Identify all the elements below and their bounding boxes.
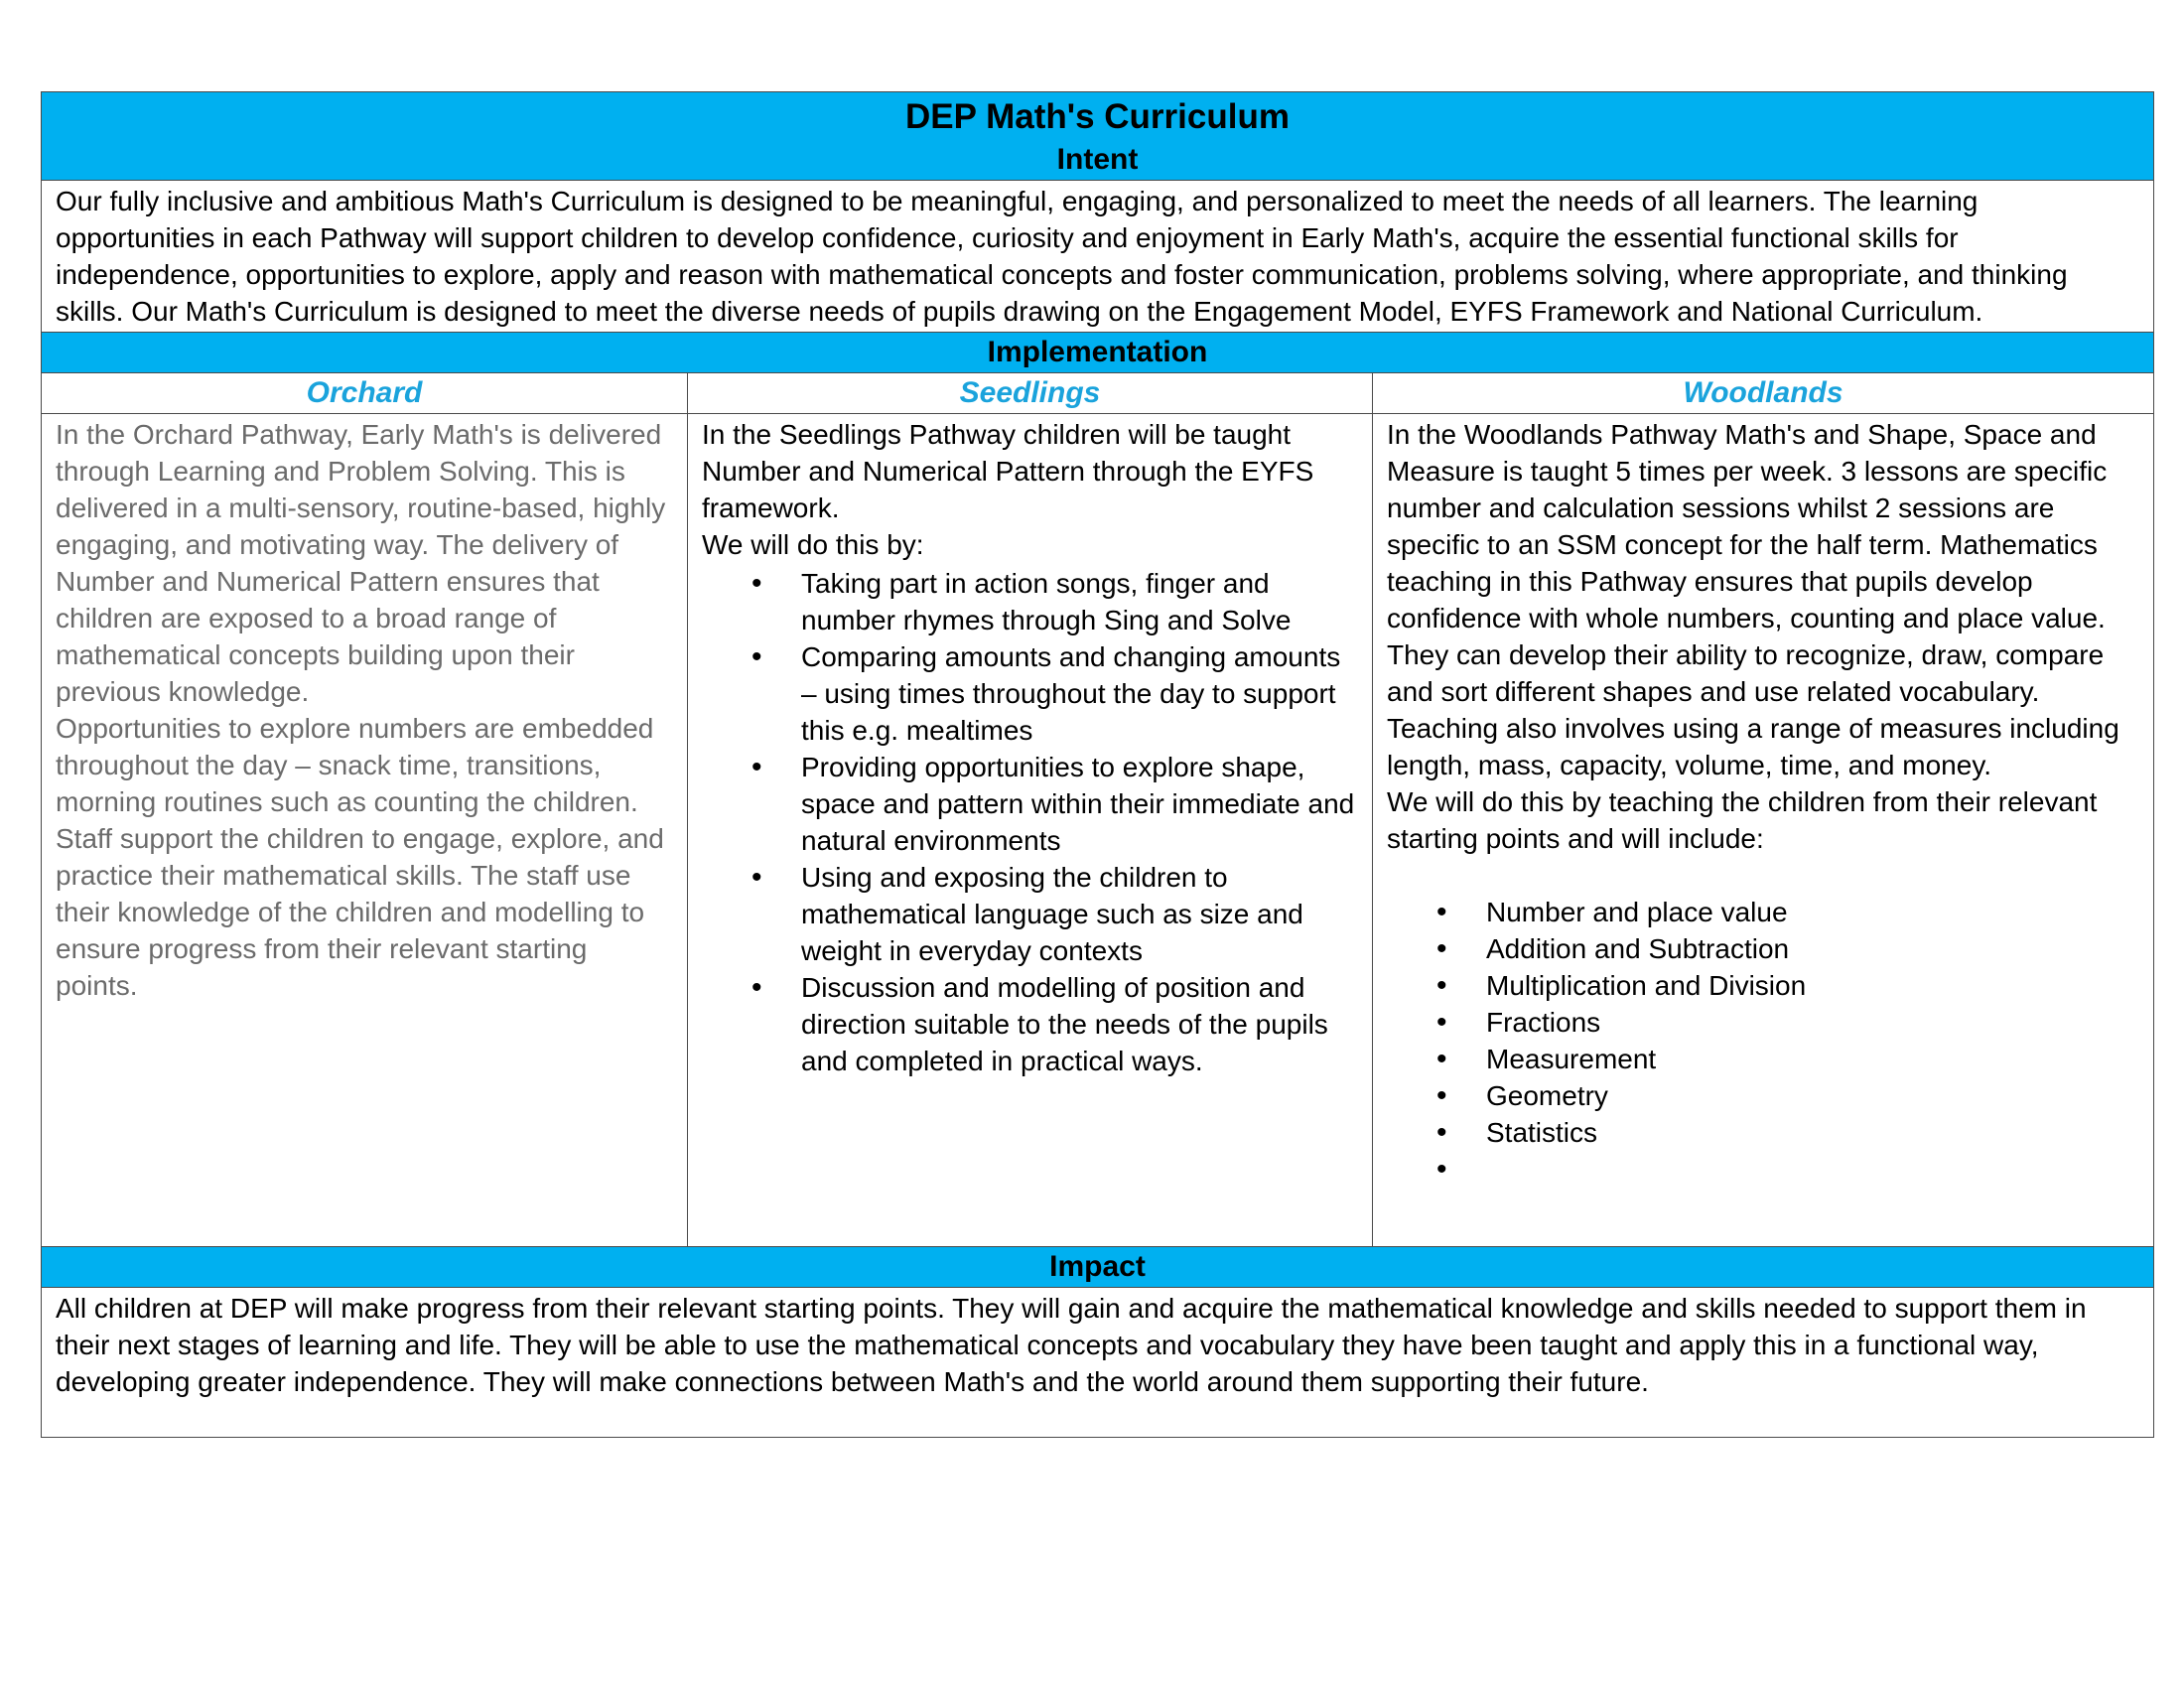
orchard-paragraph: Staff support the children to engage, explore, and practice their mathematical skills. The staff use their knowledge of the children and modelling to ensure progress from their relevant starting points. (56, 823, 664, 1001)
list-item: • Statistics (1486, 1114, 2139, 1151)
list-item: • Number and place value (1486, 894, 2139, 930)
page-title: DEP Math's Curriculum (905, 97, 1290, 136)
list-item: • Geometry (1486, 1077, 2139, 1114)
list-item: • Fractions (1486, 1004, 2139, 1041)
seedlings-list (702, 565, 1358, 1079)
curriculum-page (41, 91, 2153, 1438)
orchard-paragraph: Opportunities to explore numbers are embedded throughout the day – snack time, transitions, morning routines such as counting the children. (56, 713, 654, 817)
list-item-empty (1486, 1151, 2139, 1188)
list-item: • Multiplication and Division (1486, 967, 2139, 1004)
curriculum-table (41, 91, 2154, 1438)
intent-section (42, 181, 2154, 333)
orchard-column (42, 414, 688, 1247)
woodlands-column (1373, 414, 2154, 1247)
seedlings-intro: In the Seedlings Pathway children will be taught Number and Numerical Pattern through the EYFS framework. (702, 419, 1314, 523)
woodlands-intro: In the Woodlands Pathway Math's and Shape, Space and Measure is taught 5 times per week. 3 lessons are specific number and calculation sessions whilst 2 sessions are specific to an SSM concept for the half term. Mathematics teaching in this Pathway ensures that pupils develop confidence with whole numbers, counting and place value. They can develop their ability to recognize, draw, compare and sort different shapes and use related vocabulary. Teaching also involves using a range of measures including length, mass, capacity, volume, time, and money. (1387, 419, 2119, 780)
impact-text: All children at DEP will make progress from their relevant starting points. They will gain and acquire the mathematical knowledge and skills needed to support them in their next stages of learning and life. They will be able to use the mathematical concepts and vocabulary they have been taught and apply this in a functional way, developing greater independence. They will make connections between Math's and the world around them supporting their future. (56, 1293, 2087, 1397)
woodlands-list (1387, 894, 2139, 1188)
list-item: • Measurement (1486, 1041, 2139, 1077)
title-band (42, 92, 2154, 181)
impact-heading: Impact (42, 1247, 2154, 1288)
woodlands-lead: We will do this by teaching the children from their relevant starting points and will include: (1387, 786, 2098, 854)
intent-text: Our fully inclusive and ambitious Math's Curriculum is designed to be meaningful, engaging, and personalized to meet the needs of all learners. The learning opportunities in each Pathway will support children to develop confidence, curiosity and enjoyment in Early Math's, acquire the essential functional skills for independence, opportunities to explore, apply and reason with mathematical concepts and foster communication, problems solving, where appropriate, and thinking skills. Our Math's Curriculum is designed to meet the diverse needs of pupils drawing on the Engagement Model, EYFS Framework and National Curriculum. (56, 186, 2068, 327)
impact-section (42, 1288, 2154, 1438)
seedlings-lead: We will do this by: (702, 529, 924, 560)
seedlings-column (688, 414, 1373, 1247)
seedlings-heading: Seedlings (688, 373, 1373, 414)
list-item: • Using and exposing the children to mathematical language such as size and weight in everyday contexts (801, 859, 1358, 969)
orchard-paragraph: In the Orchard Pathway, Early Math's is delivered through Learning and Problem Solving. This is delivered in a multi-sensory, routine-based, highly engaging, and motivating way. The delivery of Number and Numerical Pattern ensures that children are exposed to a broad range of mathematical concepts building upon their previous knowledge. (56, 419, 666, 707)
list-item: • Providing opportunities to explore shape, space and pattern within their immediate and natural environments (801, 749, 1358, 859)
list-item: • Addition and Subtraction (1486, 930, 2139, 967)
intent-heading: Intent (1056, 143, 1139, 176)
list-item: • Comparing amounts and changing amounts – using times throughout the day to support this e.g. mealtimes (801, 638, 1358, 749)
list-item: • Discussion and modelling of position and direction suitable to the needs of the pupils and completed in practical ways. (801, 969, 1358, 1079)
list-item: • Taking part in action songs, finger and number rhymes through Sing and Solve (801, 565, 1358, 638)
orchard-heading: Orchard (42, 373, 688, 414)
implementation-heading: Implementation (42, 333, 2154, 373)
woodlands-heading: Woodlands (1373, 373, 2154, 414)
